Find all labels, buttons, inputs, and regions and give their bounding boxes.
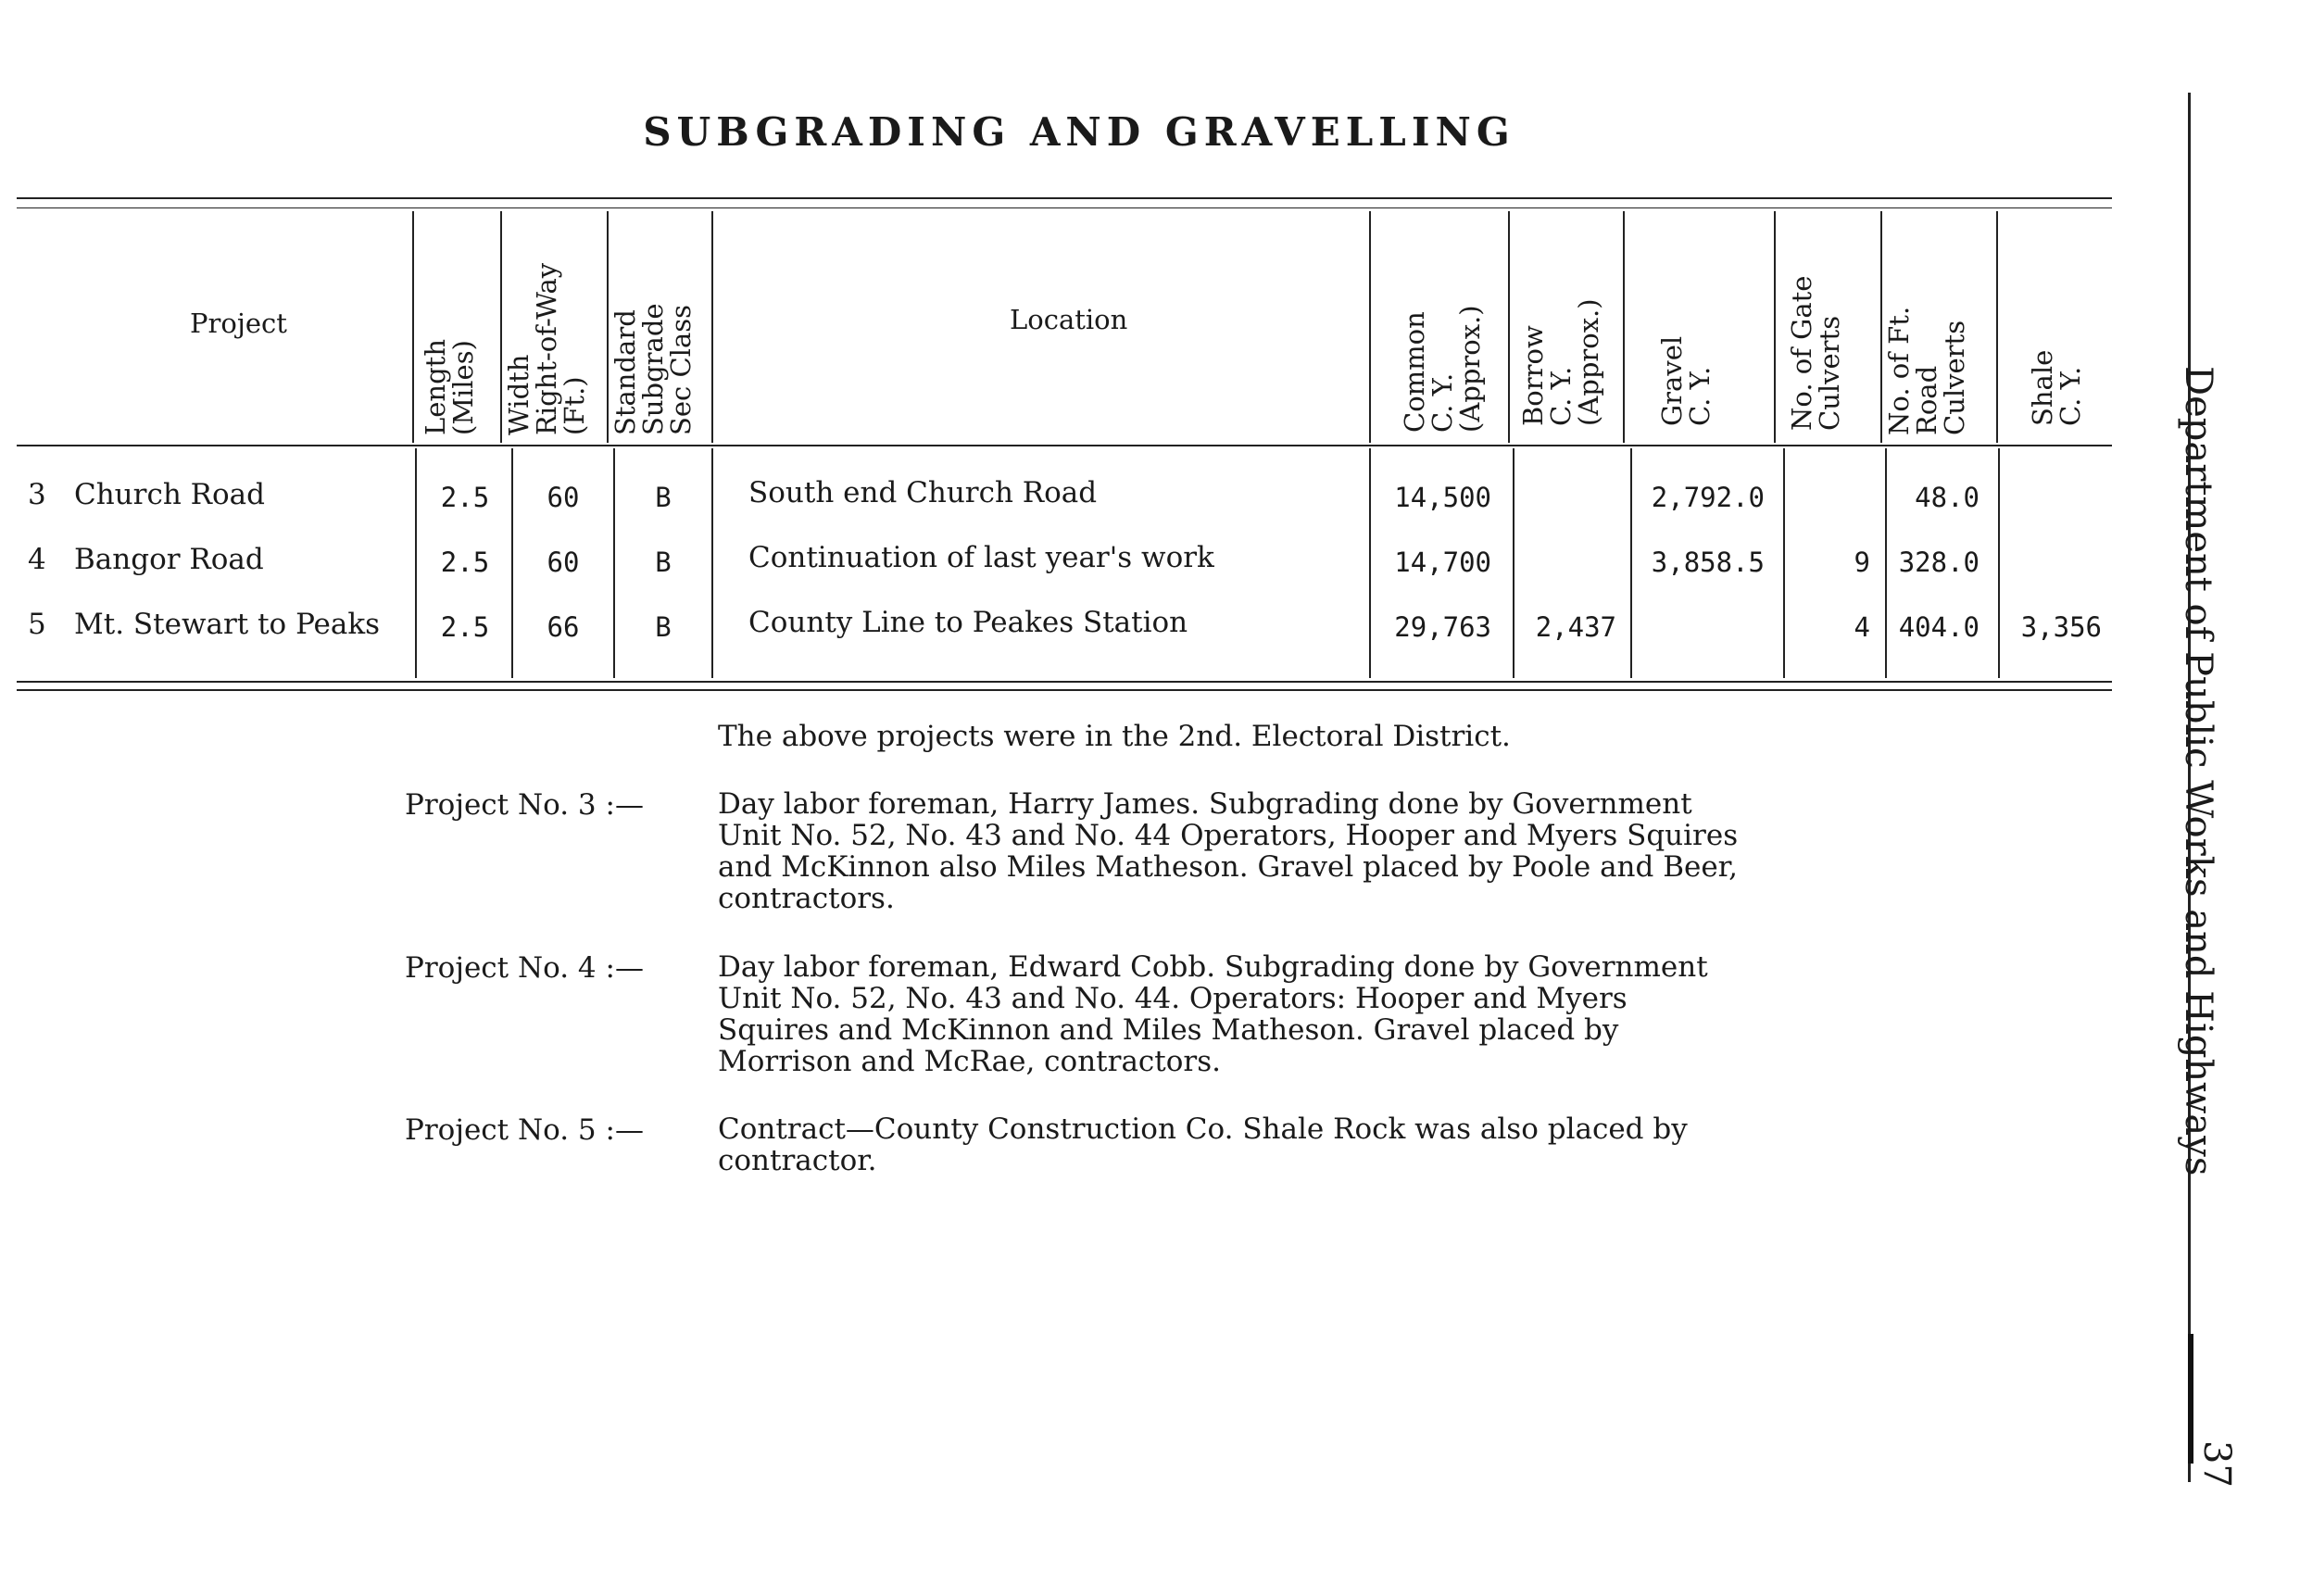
- header-width-line: Right-of-Way: [531, 262, 562, 435]
- project-note-label: Project No. 4 :—: [405, 951, 644, 985]
- table-top-rule: [17, 197, 2112, 199]
- header-gate: [1788, 245, 1843, 431]
- col-divider: [415, 448, 417, 678]
- table-bottom-rule: [17, 681, 2112, 683]
- header-project: Project: [190, 308, 287, 339]
- header-borrow-line: Borrow: [1517, 325, 1549, 426]
- header-length: [421, 306, 477, 435]
- project-note-text: Day labor foreman, Harry James. Subgrading done by Government Unit No. 52, No. 43 and No. 44 Operators, Hooper and Myers Squires and McKinnon also Miles Matheson. Gravel placed by Poole and Beer, contractors.: [718, 787, 1739, 915]
- row-common: 29,763: [1394, 611, 1491, 643]
- page-number: 37: [2195, 1440, 2238, 1488]
- table-bottom-rule-2: [17, 689, 2112, 691]
- project-note-label: Project No. 3 :—: [405, 788, 644, 822]
- header-gate-line: No. of Gate: [1786, 275, 1817, 431]
- header-common: [1401, 243, 1484, 433]
- row-length: 2.5: [440, 482, 490, 513]
- header-width: [505, 222, 588, 435]
- header-location: Location: [1010, 304, 1128, 335]
- col-divider: [1774, 211, 1776, 443]
- header-width-line: Width: [503, 354, 534, 435]
- header-gravel-line: C. Y.: [1684, 366, 1716, 426]
- row-width: 60: [547, 547, 580, 578]
- row-class: B: [655, 611, 672, 643]
- header-borrow-line: C. Y.: [1545, 366, 1577, 426]
- header-shale: [2029, 333, 2084, 426]
- district-note: The above projects were in the 2nd. Electoral District.: [718, 720, 1511, 753]
- header-gravel-line: Gravel: [1656, 335, 1688, 426]
- header-common-line: (Approx.): [1454, 305, 1486, 433]
- header-shale-line: C. Y.: [2055, 366, 2086, 426]
- row-length: 2.5: [440, 547, 490, 578]
- row-project: Mt. Stewart to Peaks: [74, 608, 381, 641]
- row-project: Church Road: [74, 478, 265, 511]
- header-road-line: Road: [1911, 365, 1942, 435]
- header-borrow: [1519, 273, 1602, 426]
- row-location: Continuation of last year's work: [748, 541, 1214, 574]
- row-project: Bangor Road: [74, 543, 264, 576]
- row-length: 2.5: [440, 611, 490, 643]
- header-common-line: C. Y.: [1427, 372, 1458, 433]
- row-road: 404.0: [1898, 611, 1980, 643]
- row-shale: 3,356: [2020, 611, 2102, 643]
- row-common: 14,500: [1394, 482, 1491, 513]
- col-divider: [412, 211, 414, 443]
- col-divider: [711, 211, 713, 443]
- table-top-rule-2: [17, 207, 2112, 208]
- running-header: Department of Public Works and Highways: [2177, 366, 2219, 1176]
- row-borrow: 2,437: [1535, 611, 1616, 643]
- col-divider: [1880, 211, 1882, 443]
- row-width: 60: [547, 482, 580, 513]
- header-road-line: Culverts: [1939, 320, 1970, 435]
- col-divider: [1996, 211, 1998, 443]
- header-road-line: No. of Ft.: [1883, 306, 1915, 435]
- col-divider: [607, 211, 609, 443]
- row-road: 48.0: [1915, 482, 1980, 513]
- header-length-line: Length: [420, 339, 451, 435]
- row-class: B: [655, 547, 672, 578]
- header-standard-line: Subgrade: [637, 303, 669, 435]
- header-gate-line: Culverts: [1814, 315, 1845, 431]
- project-note-label: Project No. 5 :—: [405, 1113, 644, 1147]
- col-divider: [1369, 211, 1371, 443]
- col-divider: [711, 448, 713, 678]
- header-gravel: [1658, 320, 1714, 426]
- row-location: County Line to Peakes Station: [748, 606, 1188, 639]
- row-common: 14,700: [1394, 547, 1491, 578]
- col-divider: [1998, 448, 2000, 678]
- row-class: B: [655, 482, 672, 513]
- col-divider: [1623, 211, 1625, 443]
- row-location: South end Church Road: [748, 476, 1098, 509]
- row-road: 328.0: [1898, 547, 1980, 578]
- col-divider: [1508, 211, 1510, 443]
- margin-rule-thick: [2188, 1334, 2193, 1464]
- header-shale-line: Shale: [2027, 349, 2058, 426]
- row-width: 66: [547, 611, 580, 643]
- header-borrow-line: (Approx.): [1573, 298, 1604, 426]
- row-gate: 4: [1854, 611, 1870, 643]
- header-standard-line: Standard: [610, 309, 641, 435]
- row-number: 4: [28, 543, 46, 576]
- row-number: 5: [28, 608, 46, 641]
- row-gravel: 2,792.0: [1651, 482, 1765, 513]
- header-length-line: (Miles): [447, 340, 479, 435]
- header-common-line: Common: [1399, 311, 1430, 433]
- header-width-line: (Ft.): [559, 376, 590, 435]
- page-title: SUBGRADING AND GRAVELLING: [643, 109, 1515, 155]
- header-bottom-rule: [17, 445, 2112, 446]
- row-gate: 9: [1854, 547, 1870, 578]
- col-divider: [1513, 448, 1514, 678]
- header-road: [1885, 287, 1968, 435]
- col-divider: [500, 211, 502, 443]
- project-note-text: Contract—County Construction Co. Shale Rock was also placed by contractor.: [718, 1112, 1688, 1177]
- row-number: 3: [28, 478, 46, 511]
- row-gravel: 3,858.5: [1651, 547, 1765, 578]
- header-standard: [611, 278, 695, 435]
- header-standard-line: Sec Class: [665, 304, 697, 435]
- project-note-text: Day labor foreman, Edward Cobb. Subgrading done by Government Unit No. 52, No. 43 and No. 44. Operators: Hooper and Myers Squires and McKinnon and Miles Matheson. Gravel placed by Morrison and McRae, contractors.: [718, 950, 1708, 1078]
